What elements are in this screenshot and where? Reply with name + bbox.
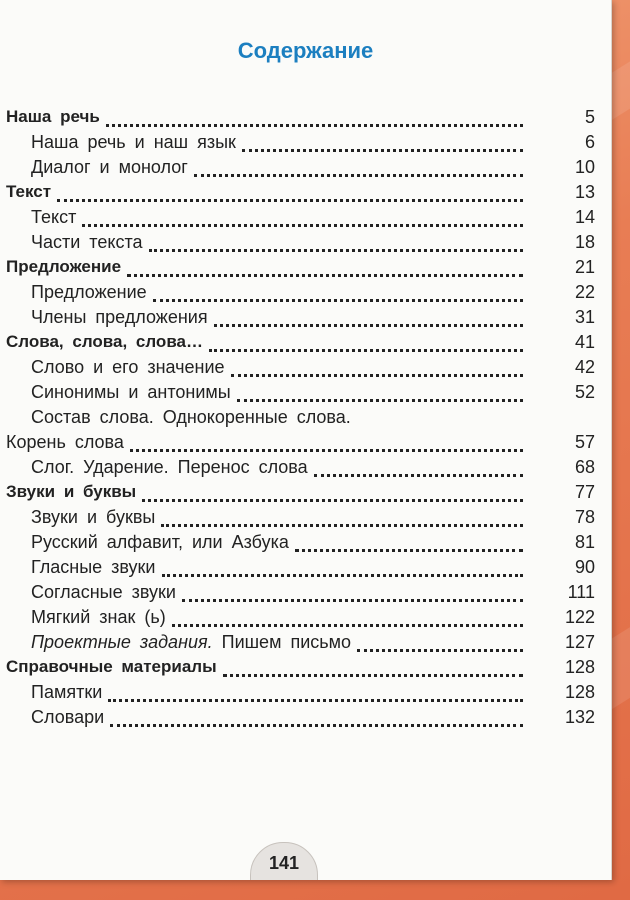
toc-page: 21 xyxy=(574,257,595,277)
toc-label: Справочные материалы xyxy=(6,657,217,676)
toc-entry[interactable] xyxy=(31,407,529,433)
toc-entry[interactable] xyxy=(31,307,595,333)
toc-label: Мягкий знак (ь) xyxy=(31,607,166,627)
toc-entry[interactable] xyxy=(31,507,595,533)
toc-page: 77 xyxy=(574,482,595,502)
toc-page: 5 xyxy=(584,107,595,127)
toc-label-italic: Проектные задания. xyxy=(31,632,213,652)
toc-leader xyxy=(82,224,523,227)
toc-page: 132 xyxy=(564,707,595,727)
toc-page: 18 xyxy=(574,232,595,252)
toc-leader xyxy=(127,274,523,277)
toc-entry[interactable] xyxy=(31,157,595,183)
toc-entry[interactable] xyxy=(31,632,595,658)
toc-label: Диалог и монолог xyxy=(31,157,188,177)
toc-page: 81 xyxy=(574,532,595,552)
toc-entry[interactable] xyxy=(31,282,595,308)
toc-entry[interactable] xyxy=(31,382,595,408)
toc-entry[interactable] xyxy=(31,607,595,633)
toc-label xyxy=(31,632,351,653)
toc-leader xyxy=(295,549,523,552)
page-title: Содержание xyxy=(237,38,374,63)
toc-entry[interactable] xyxy=(31,682,595,708)
toc-label: Текст xyxy=(31,207,77,227)
toc-label: Звуки и буквы xyxy=(6,482,137,501)
toc-page: 68 xyxy=(574,457,595,477)
toc-page: 14 xyxy=(574,207,595,227)
toc-entry[interactable] xyxy=(31,232,595,258)
toc-leader xyxy=(106,124,523,127)
toc-label: Предложение xyxy=(31,282,147,302)
toc-entry[interactable] xyxy=(31,582,595,608)
toc-page: 57 xyxy=(574,432,595,452)
toc-section[interactable] xyxy=(6,332,595,358)
toc-page: 111 xyxy=(567,582,595,602)
toc-leader xyxy=(172,624,523,627)
toc-label: Наша речь xyxy=(6,107,100,126)
toc-page: 128 xyxy=(564,682,595,702)
toc-leader xyxy=(242,149,523,152)
toc-leader xyxy=(214,324,523,327)
toc-leader xyxy=(237,399,523,402)
toc-page: 6 xyxy=(584,132,595,152)
toc-label: Согласные звуки xyxy=(31,582,176,602)
toc-leader xyxy=(357,649,523,652)
toc-section[interactable] xyxy=(6,257,595,283)
toc-entry[interactable] xyxy=(6,432,595,458)
toc-entry[interactable] xyxy=(31,357,595,383)
toc-entry[interactable] xyxy=(31,707,595,733)
toc-leader xyxy=(153,299,523,302)
toc-section[interactable] xyxy=(6,657,595,683)
toc-section[interactable] xyxy=(6,107,595,133)
toc-label: Части текста xyxy=(31,232,143,252)
bleed-through-text xyxy=(40,74,601,89)
toc-section[interactable] xyxy=(6,482,595,508)
toc-page: 78 xyxy=(574,507,595,527)
toc-label: Наша речь и наш язык xyxy=(31,132,236,152)
toc-label: Предложение xyxy=(6,257,122,276)
toc-page: 41 xyxy=(574,332,595,352)
toc-leader xyxy=(223,674,523,677)
toc-page: 128 xyxy=(564,657,595,677)
toc-label: Памятки xyxy=(31,682,103,702)
toc-page: 122 xyxy=(564,607,595,627)
toc-leader xyxy=(149,249,524,252)
toc-label: Члены предложения xyxy=(31,307,208,327)
toc-label: Слово и его значение xyxy=(31,357,225,377)
toc-entry[interactable] xyxy=(31,532,595,558)
toc-page: 13 xyxy=(574,182,595,202)
toc-page: 52 xyxy=(574,382,595,402)
toc-entry[interactable] xyxy=(31,457,595,483)
toc-label: Состав слова. Однокоренные слова. xyxy=(31,407,351,427)
toc-leader xyxy=(108,699,523,702)
toc-label: Гласные звуки xyxy=(31,557,156,577)
toc-label: Слог. Ударение. Перенос слова xyxy=(31,457,308,477)
toc-leader xyxy=(231,374,523,377)
toc-leader xyxy=(57,199,523,202)
toc-label: Корень слова xyxy=(6,432,124,452)
toc-label: Звуки и буквы xyxy=(31,507,156,527)
toc-page: 10 xyxy=(574,157,595,177)
toc-section[interactable] xyxy=(6,182,595,208)
toc-leader xyxy=(110,724,523,727)
toc-page: 42 xyxy=(574,357,595,377)
toc-leader xyxy=(130,449,523,452)
toc-label: Русский алфавит, или Азбука xyxy=(31,532,289,552)
page-number: 141 xyxy=(250,842,318,880)
toc-leader xyxy=(142,499,523,502)
toc-leader xyxy=(182,599,523,602)
toc-page: 31 xyxy=(574,307,595,327)
toc-entry[interactable] xyxy=(31,132,595,158)
toc-entry[interactable] xyxy=(31,557,595,583)
toc-leader xyxy=(194,174,523,177)
toc-page: 90 xyxy=(574,557,595,577)
toc-label: Слова, слова, слова… xyxy=(6,332,204,351)
toc-leader xyxy=(162,574,524,577)
toc-page: 22 xyxy=(574,282,595,302)
toc-leader xyxy=(209,349,523,352)
toc-label: Синонимы и антонимы xyxy=(31,382,231,402)
toc-entry[interactable] xyxy=(31,207,595,233)
toc-leader xyxy=(161,524,523,527)
toc-label: Текст xyxy=(6,182,52,201)
toc-page: 127 xyxy=(564,632,595,652)
toc-label: Словари xyxy=(31,707,105,727)
toc-label-rest: Пишем письмо xyxy=(221,632,352,652)
toc-leader xyxy=(314,474,523,477)
